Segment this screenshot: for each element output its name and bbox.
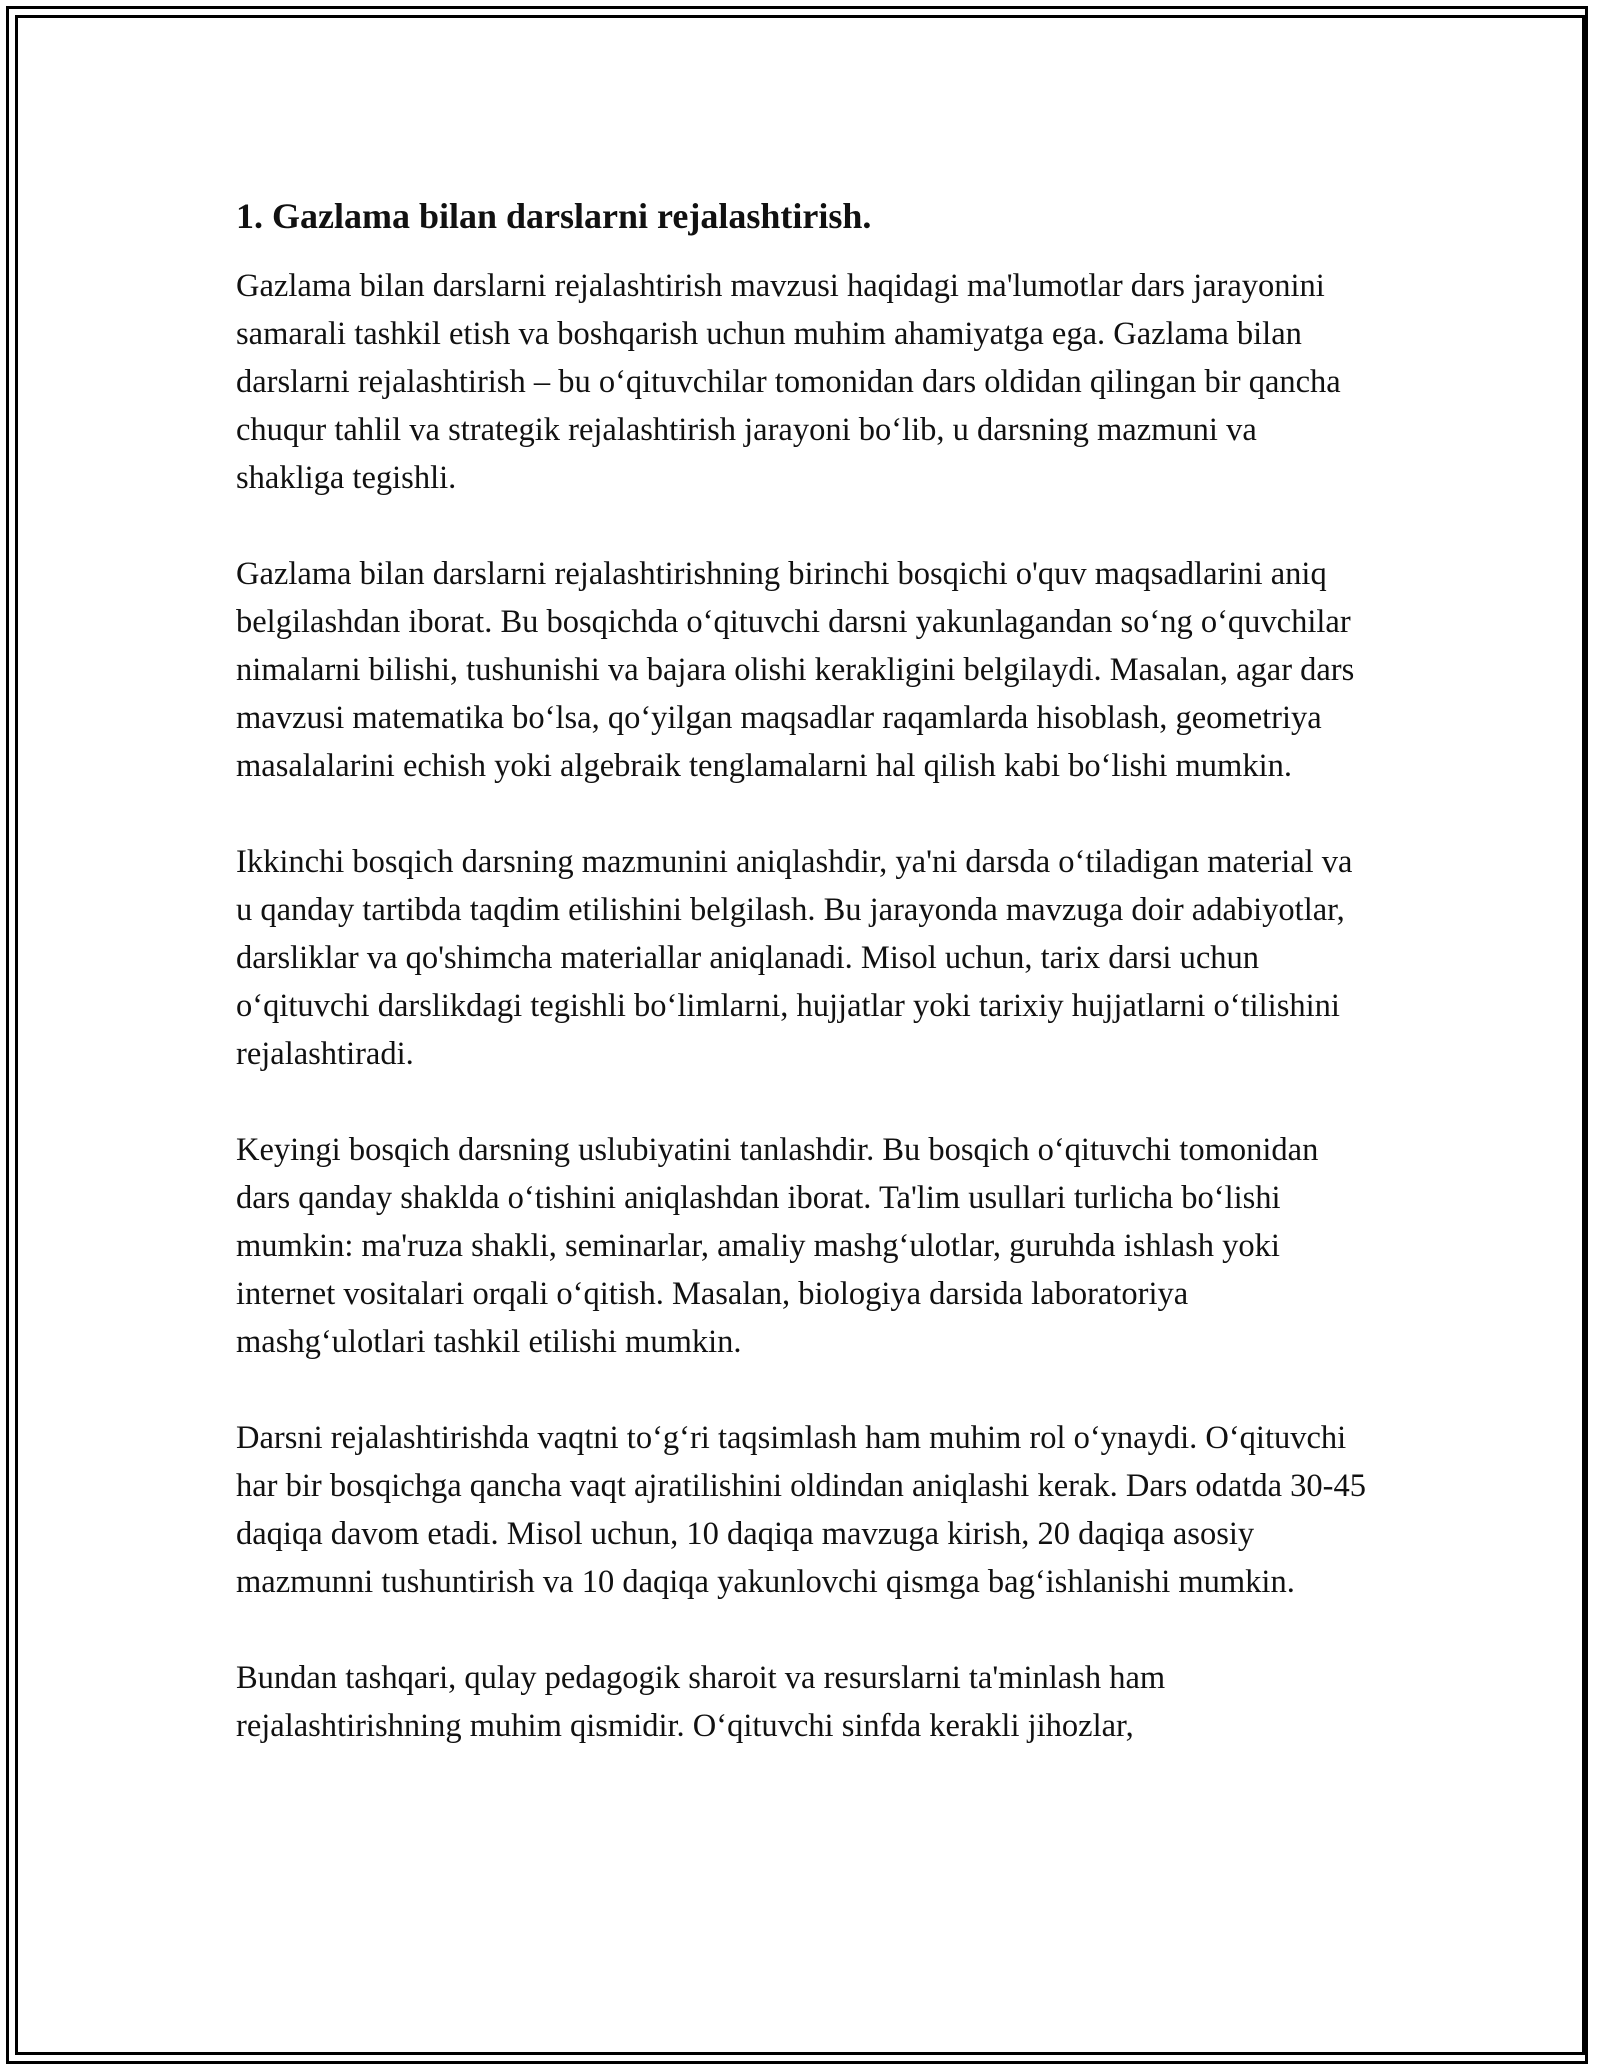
paragraph-3: Ikkinchi bosqich darsning mazmunini aniqlashdir, ya'ni darsda o‘tiladigan material va u qanday tartibda taqdim etilishini belgilash. Bu jarayonda mavzuga doir adabiyotlar, darsliklar va qo'shimcha materiallar aniqlanadi. Misol uchun, tarix darsi uchun o‘qituvchi darslikdagi tegishli bo‘limlarni, hujjatlar yoki tarixiy hujjatlarni o‘tilishini rejalashtiradi. [236,844,1353,1072]
paragraph-1: Gazlama bilan darslarni rejalashtirish mavzusi haqidagi ma'lumotlar dars jarayonini samarali tashkil etish va boshqarish uchun muhim ahamiyatga ega. Gazlama bilan darslarni rejalashtirish – bu o‘qituvchilar tomonidan dars oldidan qilingan bir qancha chuqur tahlil va strategik rejalashtirish jarayoni bo‘lib, u darsning mazmuni va shakliga tegishli. [236,268,1341,496]
document-body [236,188,1370,1750]
paragraph-5: Darsni rejalashtirishda vaqtni to‘g‘ri taqsimlash ham muhim rol o‘ynaydi. O‘qituvchi har bir bosqichga qancha vaqt ajratilishini oldindan aniqlashi kerak. Dars odatda 30-45 daqiqa davom etadi. Misol uchun, 10 daqiqa mavzuga kirish, 20 daqiqa asosiy mazmunni tushuntirish va 10 daqiqa yakunlovchi qismga bag‘ishlanishi mumkin. [236,1420,1366,1600]
paragraph-2: Gazlama bilan darslarni rejalashtirishning birinchi bosqichi o'quv maqsadlarini aniq belgilashdan iborat. Bu bosqichda o‘qituvchi darsni yakunlagandan so‘ng o‘quvchilar nimalarni bilishi, tushunishi va bajara olishi kerakligini belgilaydi. Masalan, agar dars mavzusi matematika bo‘lsa, qo‘yilgan maqsadlar raqamlarda hisoblash, geometriya masalalarini echish yoki algebraik tenglamalarni hal qilish kabi bo‘lishi mumkin. [236,556,1355,784]
paragraph-6: Bundan tashqari, qulay pedagogik sharoit va resurslarni ta'minlash ham rejalashtirishning muhim qismidir. O‘qituvchi sinfda kerakli jihozlar, [236,1660,1166,1744]
paragraph-4: Keyingi bosqich darsning uslubiyatini tanlashdir. Bu bosqich o‘qituvchi tomonidan dars qanday shaklda o‘tishini aniqlashdan iborat. Ta'lim usullari turlicha bo‘lishi mumkin: ma'ruza shakli, seminarlar, amaliy mashg‘ulotlar, guruhda ishlash yoki internet vositalari orqali o‘qitish. Masalan, biologiya darsida laboratoriya mashg‘ulotlari tashkil etilishi mumkin. [236,1132,1319,1360]
section-heading: 1. Gazlama bilan darslarni rejalashtirish. [236,196,872,236]
